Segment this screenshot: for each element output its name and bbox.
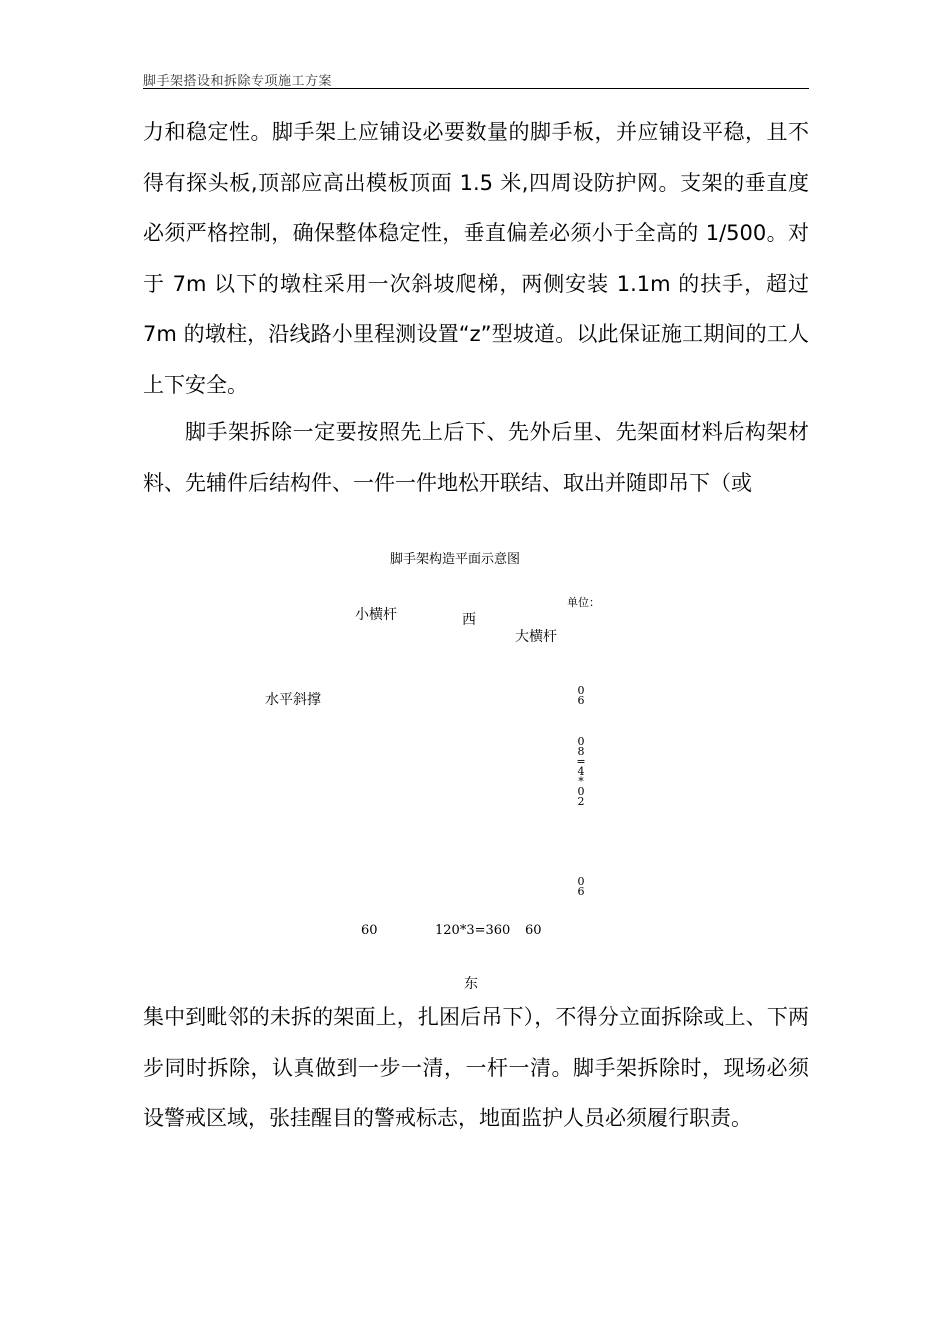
label-west: 西 — [462, 612, 476, 628]
label-small-crossbar: 小横杆 — [355, 607, 397, 623]
label-large-crossbar: 大横杆 — [515, 629, 557, 645]
vertical-dimension-middle: 08=4*02 — [576, 735, 586, 808]
vertical-dimension-bottom: 06 — [577, 875, 585, 898]
body-paragraph-2: 脚手架拆除一定要按照先上后下、先外后里、先架面材料后构架材料、先辅件后结构件、一件一件地松开联结、取出并随即吊下（或 — [143, 420, 809, 495]
dimension-middle: 120*3=360 — [435, 923, 511, 938]
document-header-title: 脚手架搭设和拆除专项施工方案 — [143, 74, 333, 89]
dimension-left: 60 — [361, 923, 378, 938]
body-paragraph-3: 集中到毗邻的未拆的架面上，扎困后吊下），不得分立面拆除或上、下两步同时拆除，认真做到一步一清，一杆一清。脚手架拆除时，现场必须设警戒区域，张挂醒目的警戒标志，地面监护人员必须履行职责。 — [143, 1005, 809, 1130]
figure-unit-label: 单位： — [567, 596, 600, 609]
label-horizontal-brace: 水平斜撑 — [265, 692, 321, 708]
figure-title: 脚手架构造平面示意图 — [390, 552, 521, 567]
label-east: 东 — [464, 976, 478, 992]
dimension-right: 60 — [525, 923, 542, 938]
body-paragraph-1: 力和稳定性。脚手架上应铺设必要数量的脚手板，并应铺设平稳，且不得有探头板,顶部应高出模板顶面 1.5 米,四周设防护网。支架的垂直度必须严格控制，确保整体稳定性，垂直偏差必须小于全高的 1/500。对于 7m 以下的墩柱采用一次斜坡爬梯，两侧安装 1.1m 的扶手，超过 7m 的墩柱，沿线路小里程测设置“z”型坡道。以此保证施工期间的工人上下安全。 — [143, 120, 809, 397]
vertical-dimension-top: 06 — [577, 684, 585, 707]
header-divider — [143, 88, 809, 89]
